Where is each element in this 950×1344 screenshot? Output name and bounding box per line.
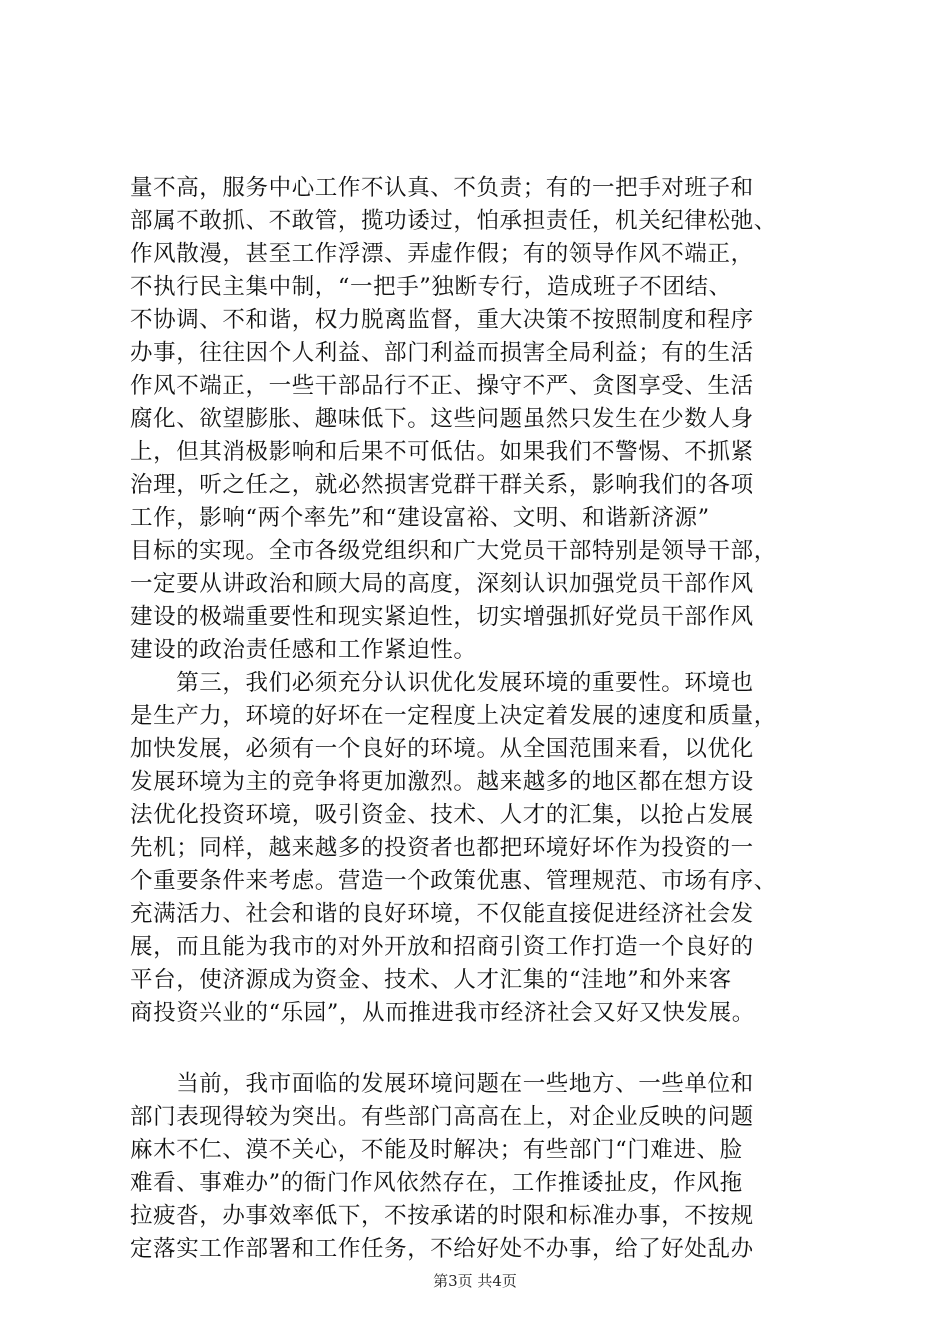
text-line: 建设的极端重要性和现实紧迫性，切实增强抓好党员干部作风	[130, 604, 754, 630]
text-line: 部门表现得较为突出。有些部门高高在上，对企业反映的问题	[130, 1104, 754, 1130]
text-line: 先机；同样，越来越多的投资者也都把环境好坏作为投资的一	[130, 835, 754, 861]
text-line: 麻木不仁、漠不关心，不能及时解决；有些部门“门难进、脸	[130, 1137, 743, 1163]
text-line: 拉疲沓，办事效率低下，不按承诺的时限和标准办事，不按规	[130, 1203, 754, 1229]
text-line: 建设的政治责任感和工作紧迫性。	[130, 637, 477, 663]
page-number-footer: 第3页 共4页	[433, 1272, 517, 1290]
text-line: 量不高，服务中心工作不认真、不负责；有的一把手对班子和	[130, 175, 754, 201]
text-line: 作风不端正，一些干部品行不正、操守不严、贪图享受、生活	[130, 373, 754, 399]
text-line: 办事，往往因个人利益、部门利益而损害全局利益；有的生活	[130, 340, 754, 366]
text-line: 工作，影响“两个率先”和“建设富裕、文明、和谐新济源”	[130, 505, 710, 531]
text-line: 定落实工作部署和工作任务，不给好处不办事，给了好处乱办	[130, 1236, 754, 1262]
text-line: 腐化、欲望膨胀、趣味低下。这些问题虽然只发生在少数人身	[130, 406, 754, 432]
text-line: 不协调、不和谐，权力脱离监督，重大决策不按照制度和程序	[130, 307, 754, 333]
text-line: 平台，使济源成为资金、技术、人才汇集的“洼地”和外来客	[130, 967, 732, 993]
text-line: 一定要从讲政治和顾大局的高度，深刻认识加强党员干部作风	[130, 571, 754, 597]
text-line: 加快发展，必须有一个良好的环境。从全国范围来看，以优化	[130, 736, 754, 762]
text-line: 发展环境为主的竞争将更加激烈。越来越多的地区都在想方设	[130, 769, 754, 795]
text-line: 充满活力、社会和谐的良好环境，不仅能直接促进经济社会发	[130, 901, 754, 927]
text-line: 作风散漫，甚至工作浮漂、弄虚作假；有的领导作风不端正，	[130, 241, 754, 267]
text-line: 是生产力，环境的好坏在一定程度上决定着发展的速度和质量，	[130, 703, 777, 729]
text-line: 展，而且能为我市的对外开放和招商引资工作打造一个良好的	[130, 934, 754, 960]
text-line: 难看、事难办”的衙门作风依然存在，工作推诿扯皮，作风拖	[130, 1170, 743, 1196]
text-line: 法优化投资环境，吸引资金、技术、人才的汇集，以抢占发展	[130, 802, 754, 828]
text-line: 治理，听之任之，就必然损害党群干群关系，影响我们的各项	[130, 472, 754, 498]
text-line: 不执行民主集中制，“一把手”独断专行，造成班子不团结、	[130, 274, 732, 300]
paragraph-block-2	[130, 1068, 830, 1266]
paragraph-gap	[130, 1030, 830, 1068]
text-line: 上，但其消极影响和后果不可低估。如果我们不警惕、不抓紧	[130, 439, 754, 465]
text-line: 目标的实现。全市各级党组织和广大党员干部特别是领导干部，	[130, 538, 777, 564]
text-line: 当前，我市面临的发展环境问题在一些地方、一些单位和	[130, 1071, 754, 1097]
text-line: 部属不敢抓、不敢管，揽功诿过，怕承担责任，机关纪律松弛、	[130, 208, 777, 234]
paragraph-block-1	[130, 172, 830, 1030]
text-line: 第三，我们必须充分认识优化发展环境的重要性。环境也	[130, 670, 754, 696]
text-line: 个重要条件来考虑。营造一个政策优惠、管理规范、市场有序、	[130, 868, 777, 894]
text-line: 商投资兴业的“乐园”，从而推进我市经济社会又好又快发展。	[130, 1000, 755, 1026]
document-body	[130, 172, 830, 1266]
